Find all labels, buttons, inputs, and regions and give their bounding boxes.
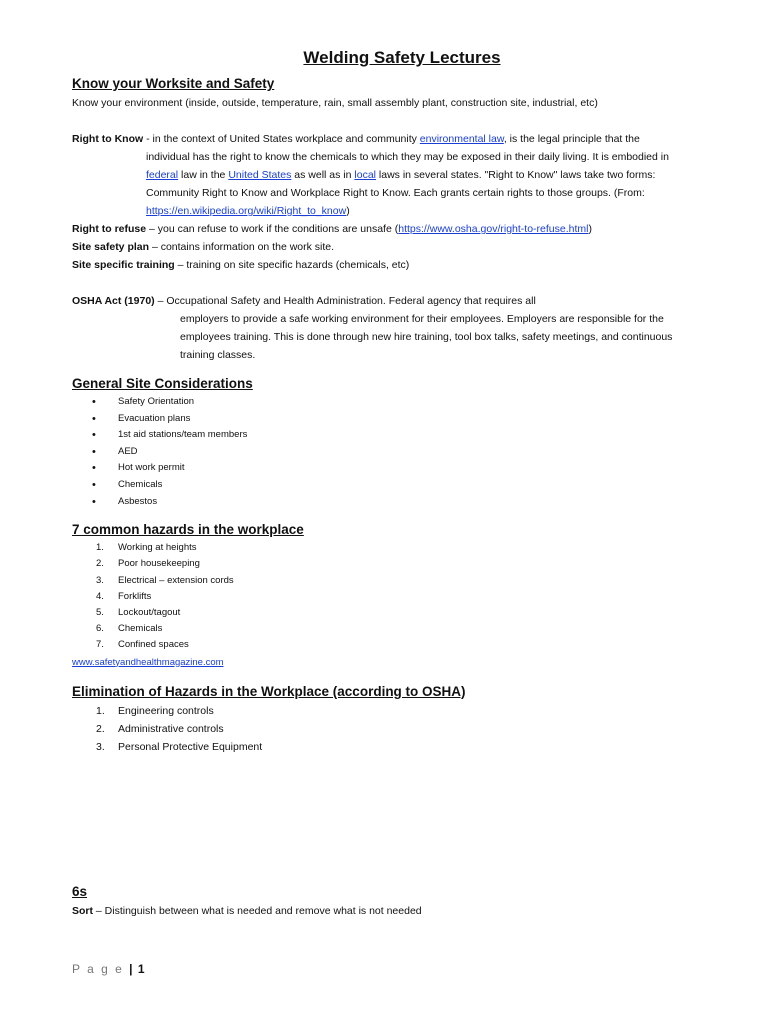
list-item: • AED [92, 444, 732, 461]
list-item: 2. Poor housekeeping [96, 558, 200, 570]
list-item: 1. Engineering controls [96, 704, 214, 717]
section-heading-6s: 6s [72, 883, 88, 899]
list-item: 6. Chemicals [96, 623, 163, 635]
section-heading-general-site: General Site Considerations [72, 376, 253, 391]
safety-magazine-link[interactable]: www.safetyandhealthmagazine.com [72, 656, 224, 668]
list-item: 3. Electrical – extension cords [96, 574, 234, 586]
right-to-know-block: Right to Know - in the context of United States workplace and community environmental law, is the legal principle that the individual has the right to know the chemicals to which they may be exposed in their daily living. It is embodied in federal law in the United States as well as in local laws in several states. "Right to Know" laws take two forms: Community Right to Know and Workplace Right to Know. Each grants certain rights to those groups. (From: https://en.wikipedia.org/wiki/Right_to_know) [72, 133, 669, 217]
list-item: • Safety Orientation [92, 394, 732, 411]
environmental-law-link[interactable]: environmental law [419, 133, 504, 145]
section-heading-worksite: Know your Worksite and Safety [72, 76, 275, 91]
federal-link[interactable]: federal [146, 169, 179, 181]
page-number: 1 [137, 962, 145, 976]
page-footer [72, 960, 145, 978]
general-site-list [72, 394, 732, 510]
section-heading-elimination: Elimination of Hazards in the Workplace (according to OSHA) [72, 683, 466, 699]
page-separator: | [129, 962, 133, 976]
united-states-link[interactable]: United States [228, 169, 292, 181]
list-item: 4. Forklifts [96, 590, 152, 602]
right-to-know-term: Right to Know [72, 133, 144, 145]
osha-term: OSHA Act (1970) [72, 295, 155, 307]
list-item: • Chemicals [92, 477, 732, 494]
wikipedia-source-link[interactable]: https://en.wikipedia.org/wiki/Right_to_know [146, 205, 347, 217]
local-link[interactable]: local [354, 169, 376, 181]
list-item: 2. Administrative controls [96, 722, 224, 735]
page-label: P a g e [72, 962, 124, 976]
list-item: 7. Confined spaces [96, 639, 189, 651]
section-heading-hazards: 7 common hazards in the workplace [72, 522, 304, 538]
sort-line: Sort – Distinguish between what is needed and remove what is not needed [72, 904, 422, 917]
hazards-list [72, 540, 732, 653]
list-item: 1. Working at heights [96, 542, 197, 554]
right-to-refuse-line: Right to refuse – you can refuse to work if the conditions are unsafe (https://www.osha.gov/right-to-refuse.html) [72, 223, 592, 235]
osha-block: OSHA Act (1970) – Occupational Safety and Health Administration. Federal agency that requires all employers to provide a safe working environment for their employees. Employers are responsible for the employees training. This is done through new hire training, tool box talks, safety meetings, and continuous training classes. [72, 295, 673, 361]
document-page [72, 46, 732, 920]
list-item: 5. Lockout/tagout [96, 606, 181, 618]
list-item: • Asbestos [92, 494, 732, 511]
osha-refuse-link[interactable]: https://www.osha.gov/right-to-refuse.html [398, 223, 589, 235]
list-item: • Evacuation plans [92, 411, 732, 428]
elimination-list [72, 702, 732, 756]
site-safety-plan-line: Site safety plan – contains information on the work site. [72, 241, 335, 253]
list-item: 3. Personal Protective Equipment [96, 740, 263, 753]
page-title: Welding Safety Lectures [303, 48, 501, 67]
site-training-line: Site specific training – training on site specific hazards (chemicals, etc) [72, 259, 410, 271]
list-item: • 1st aid stations/team members [92, 427, 732, 444]
list-item: • Hot work permit [92, 460, 732, 477]
worksite-intro: Know your environment (inside, outside, temperature, rain, small assembly plant, construction site, industrial, etc) [72, 97, 598, 109]
